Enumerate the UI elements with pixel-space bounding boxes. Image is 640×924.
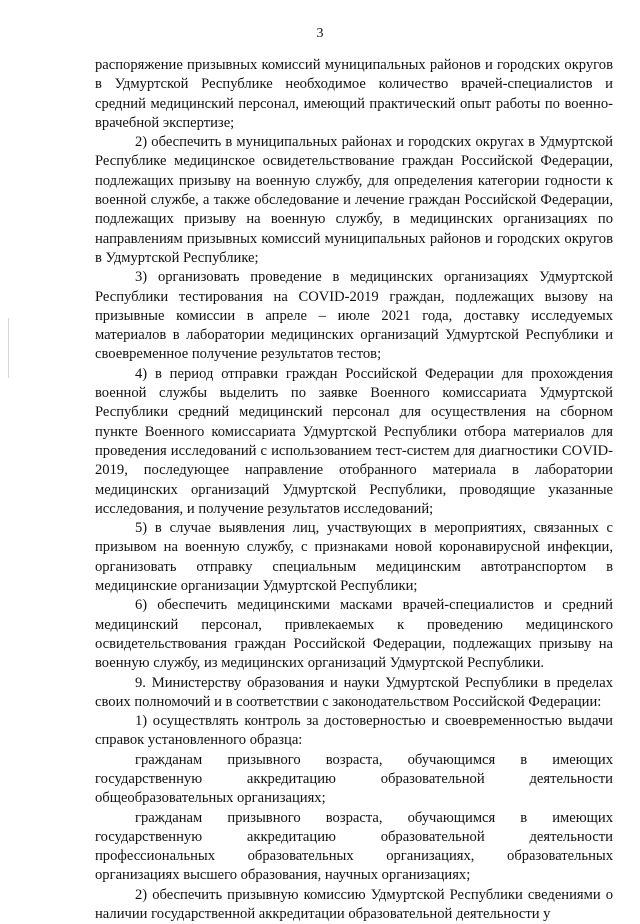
paragraph-section-9-item-2: 2) обеспечить призывную комиссию Удмуртской Республики сведениями о наличии государственной аккредитации образовательной деятельности у: [95, 886, 613, 923]
paragraph-item-2: 2) обеспечить в муниципальных районах и городских округах в Удмуртской Республике медицинское освидетельствование граждан Российской Федерации, подлежащих призыву на военную службу, для определения категории годности к военной службе, а также обследование и лечение граждан Российской Федерации, подлежащих призыву на военную службу, в медицинских организациях по направлениям призывных комиссий муниципальных районов и городских округов в Удмуртской Республике;: [95, 134, 613, 266]
paragraph-section-9: 9. Министерству образования и науки Удмуртской Республики в пределах своих полномочий и в соответствии с законодательством Российской Федерации:: [95, 674, 613, 710]
paragraph-item-3: 3) организовать проведение в медицинских организациях Удмуртской Республики тестирования на COVID-2019 граждан, подлежащих вызову на призывные комиссии в апреле – июле 2021 года, доставку исследуемых материалов в лаборатории медицинских организаций Удмуртской Республики и своевременное получение результатов тестов;: [95, 269, 613, 363]
paragraph-section-9-item-1: 1) осуществлять контроль за достоверностью и своевременностью выдачи справок установленного образца:: [95, 713, 613, 749]
paragraph-item-4: 4) в период отправки граждан Российской Федерации для прохождения военной службы выделить по заявке Военного комиссариата Удмуртской Республики средний медицинский персонал для осуществления на сборном пункте Военного комиссариата Удмуртской Республики отбора материалов для проведения исследований с использованием тест-систем для диагностики COVID-2019, последующее направление отобранного материала в лаборатории медицинских организаций Удмуртской Республики, проводящие указанные исследования, и получение результатов исследований;: [95, 365, 613, 517]
paragraph-higher-education: гражданам призывного возраста, обучающимся в имеющих государственную аккредитацию образовательной деятельности профессиональных образовательных организациях, образовательных организациях высшего образования, научных организациях;: [95, 809, 613, 884]
page-number: 3: [316, 26, 324, 41]
paragraph-item-6: 6) обеспечить медицинскими масками врачей-специалистов и средний медицинский персонал, привлекаемых к проведению медицинского освидетельствования граждан Российской Федерации, подлежащих призыву на военную службу, из медицинских организаций Удмуртской Республики.: [95, 597, 613, 672]
paragraph-continuation: распоряжение призывных комиссий муниципальных районов и городских округов в Удмуртской Республике необходимое количество врачей-специалистов и средний медицинский персонал, имеющий практический опыт работы по военно-врачебной экспертизе;: [95, 57, 613, 131]
paragraph-item-5: 5) в случае выявления лиц, участвующих в мероприятиях, связанных с призывом на военную службу, с признаками новой коронавирусной инфекции, организовать отправку специальным медицинским автотранспортом в медицинские организации Удмуртской Республики;: [95, 520, 613, 595]
document-body: [95, 56, 613, 924]
paragraph-general-education: гражданам призывного возраста, обучающимся в имеющих государственную аккредитацию образовательной деятельности общеобразовательных организациях;: [95, 751, 613, 807]
scan-margin-mark: [8, 318, 9, 378]
